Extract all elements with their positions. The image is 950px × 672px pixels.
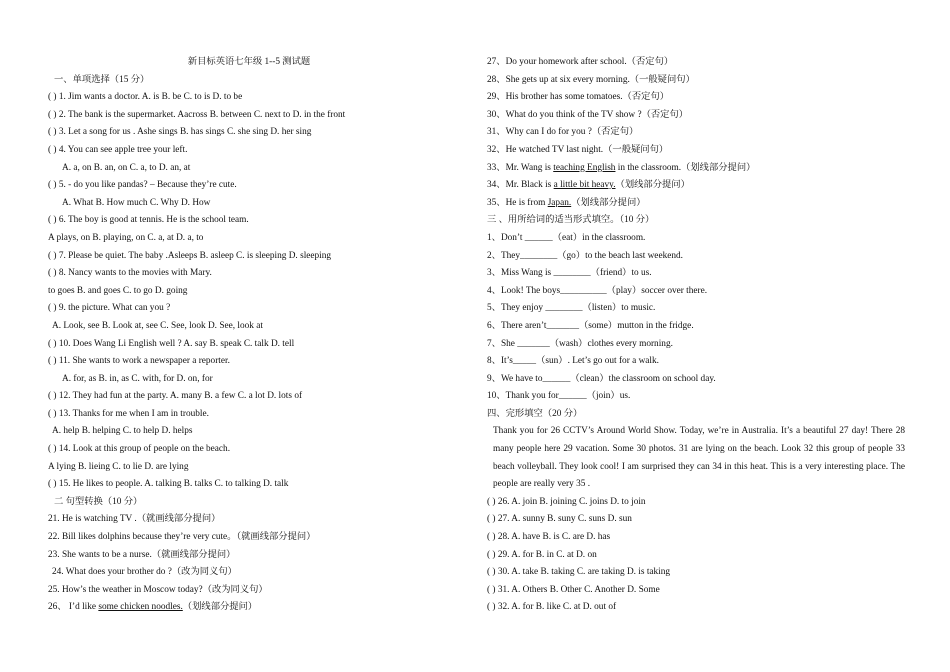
question-line <box>487 177 905 195</box>
question-line: ( ) 7. Please be quiet. The baby .Asleeps B. asleep C. is sleeping D. sleeping <box>48 250 332 261</box>
question-line: 24. What does your brother do ?（改为同义句） <box>52 567 237 578</box>
question-line: ( ) 6. The boy is good at tennis. He is the school team. <box>48 215 249 226</box>
question-line: A plays, on B. playing, on C. a, at D. a, to <box>48 232 204 243</box>
question-line: ( ) 13. Thanks for me when I am in trouble. <box>48 408 209 419</box>
question-line: 3、Miss Wang is ________（friend）to us. <box>487 268 652 279</box>
question-line: ( ) 27. A. sunny B. suny C. suns D. sun <box>487 514 632 525</box>
question-line: 9、We have to______（clean）the classroom on school day. <box>487 373 716 384</box>
question-line: 5、They enjoy ________（listen）to music. <box>487 303 656 314</box>
right-column <box>487 54 905 617</box>
page-title: 新目标英语七年级 1--5 测试题 <box>187 57 311 67</box>
question-line: 25. How’s the weather in Moscow today?（改为同义句） <box>48 584 268 595</box>
question-line: to goes B. and goes C. to go D. going <box>48 285 188 296</box>
question-line: ( ) 26. A. join B. joining C. joins D. to join <box>487 496 646 507</box>
question-line: ( ) 3. Let a song for us . Ashe sings B. has sings C. she sing D. her sing <box>48 127 312 138</box>
question-line: 29、His brother has some tomatoes.（否定句） <box>487 92 670 103</box>
question-line <box>48 599 450 617</box>
question-line: ( ) 14. Look at this group of people on the beach. <box>48 444 231 455</box>
question-line: ( ) 2. The bank is the supermarket. Aacross B. between C. next to D. in the front <box>48 109 346 120</box>
question-text: 33、Mr. Wang is <box>487 162 554 173</box>
question-line: ( ) 29. A. for B. in C. at D. on <box>487 549 597 560</box>
question-line: A. What B. How much C. Why D. How <box>62 197 211 208</box>
question-line: 三 、用所给词的适当形式填空。（10 分） <box>487 215 655 226</box>
question-line: 27、Do your homework after school.（否定句） <box>487 57 674 67</box>
question-instruction: （划线部分提问） <box>571 197 646 208</box>
question-line: 32、He watched TV last night.（一般疑问句） <box>487 144 669 155</box>
question-instruction: （划线部分提问） <box>182 602 258 613</box>
question-line: ( ) 12. They had fun at the party. A. many B. a few C. a lot D. lots of <box>48 391 303 402</box>
question-line: ( ) 1. Jim wants a doctor. A. is B. be C. to is D. to be <box>48 92 243 103</box>
question-line: ( ) 9. the picture. What can you ? <box>48 303 171 314</box>
underlined-phrase: Japan. <box>547 197 572 208</box>
question-line: ( ) 30. A. take B. taking C. are taking D. is taking <box>487 567 671 578</box>
section-heading: 二 句型转换（10 分） <box>54 496 143 507</box>
question-line: ( ) 5. - do you like pandas? – Because they’re cute. <box>48 180 237 191</box>
question-line: 6、There aren’t_______（some）mutton in the fridge. <box>487 320 694 331</box>
question-line: 7、She _______（wash）clothes every morning. <box>487 338 673 349</box>
cloze-passage: Thank you for 26 CCTV’s Around World Show. Today, we’re in Australia. It’s a beautiful 27 day! There 28 many people here 29 vacation. Some 30 photos. 31 are lying on the beach. Look 32 this group of people 33 beach volleyball. They look cool! I am surprised they can 34 in this heat. This is a very interesting place. The people are really very 35 . <box>493 426 905 490</box>
question-text: 34、Mr. Black is <box>487 180 554 191</box>
question-line: 8、It’s_____（sun）. Let’s go out for a walk. <box>487 356 659 367</box>
question-line: ( ) 28. A. have B. is C. are D. has <box>487 532 611 543</box>
question-line: 10、Thank you for______（join）us. <box>487 391 631 402</box>
question-line: ( ) 4. You can see apple tree your left. <box>48 144 188 155</box>
left-column <box>48 54 450 617</box>
question-instruction: in the classroom.（划线部分提问） <box>615 162 756 173</box>
question-line: ( ) 10. Does Wang Li English well ? A. say B. speak C. talk D. tell <box>48 338 295 349</box>
underlined-phrase: a little bit heavy. <box>553 180 616 191</box>
question-line: 21. He is watching TV .（就画线部分提问） <box>48 514 221 525</box>
question-line: 23. She wants to be a nurse.（就画线部分提问） <box>48 549 236 560</box>
question-line: A. a, on B. an, on C. a, to D. an, at <box>62 162 191 173</box>
question-instruction: （划线部分提问） <box>615 180 690 191</box>
question-line: 四、完形填空（20 分） <box>487 408 583 419</box>
underlined-phrase: teaching English <box>553 162 616 173</box>
section-heading: 一、单项选择（15 分） <box>54 74 150 85</box>
question-line: ( ) 32. A. for B. like C. at D. out of <box>487 602 617 613</box>
question-line: ( ) 31. A. Others B. Other C. Another D. Some <box>487 584 660 595</box>
question-line: A lying B. lieing C. to lie D. are lying <box>48 461 189 472</box>
question-line: 28、She gets up at six every morning.（一般疑问句） <box>487 74 695 85</box>
question-line: 1、Don’t ______（eat）in the classroom. <box>487 232 646 243</box>
question-line: ( ) 11. She wants to work a newspaper a reporter. <box>48 356 230 367</box>
question-line: ( ) 15. He likes to people. A. talking B. talks C. to talking D. talk <box>48 479 289 490</box>
question-line: A. help B. helping C. to help D. helps <box>52 426 193 437</box>
question-line: A. for, as B. in, as C. with, for D. on, for <box>62 373 213 384</box>
question-line: 30、What do you think of the TV show ?（否定句） <box>487 109 689 120</box>
question-line: 31、Why can I do for you ?（否定句） <box>487 127 639 138</box>
question-line: 22. Bill likes dolphins because they’re very cute。（就画线部分提问） <box>48 532 316 543</box>
question-line: 2、They________（go）to the beach last weekend. <box>487 250 683 261</box>
question-line: A. Look, see B. Look at, see C. See, look D. See, look at <box>52 320 263 331</box>
question-line <box>487 160 905 178</box>
underlined-phrase: some chicken noodles. <box>98 602 183 613</box>
question-line: 4、Look! The boys__________（play）soccer over there. <box>487 285 708 296</box>
question-line: ( ) 8. Nancy wants to the movies with Mary. <box>48 268 212 279</box>
question-text: 35、He is from <box>487 197 548 208</box>
question-text: 26、 I’d like <box>48 602 99 613</box>
question-line <box>487 195 905 213</box>
